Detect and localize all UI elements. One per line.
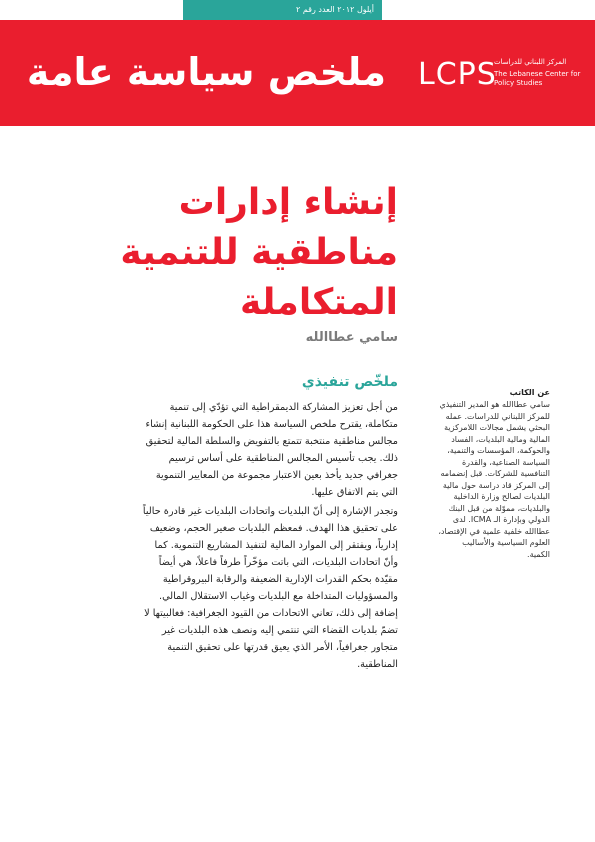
executive-summary-heading: ملخّص تنفيذي bbox=[301, 374, 398, 390]
title-line: إنشاء إدارات bbox=[178, 182, 398, 223]
author-name: سامي عطاالله bbox=[305, 330, 398, 345]
about-author-text: سامي عطاالله هو المدير التنفيذي للمركز اللبناني للدراسات. عمله البحثي يشمل مجالات اللامركزية المالية ومالية البلديات، الفساد والحوكمة، المؤسسات والتنمية، السياسة الصناعية، والقدرة التنافسية للشركات. قبل إنضمامه إلى المركز قاد دراسة حول مالية البلديات لصالح وزارة الداخلية والبلديات، مموّلة من قبل البنك الدولي وبإدارة الـ ICMA. لدى عطاالله خلفية علمية في الإقتصاد، العلوم السياسية والأساليب الكمية. bbox=[438, 400, 550, 559]
title-line: مناطقية للتنمية bbox=[120, 232, 398, 273]
publication-type-title: ملخص سياسة عامة bbox=[26, 50, 386, 94]
logo-arabic-name: المركز اللبناني للدراسات bbox=[494, 58, 567, 66]
summary-paragraph: وتجدر الإشارة إلى أنّ البلديات واتحادات البلديات غير قادرة حالياً على تحقيق هذا الهدف. فمعظم البلديات صغير الحجم، وضعيف إدارياً، ويفتقر إلى الموارد المالية لتنفيذ المشاريع التنموية. كما وأنّ اتحادات البلديات، التي باتت مؤخّراً طرفاً فاعلاً، هي أيضاً مقيّدة بحكم القدرات الإدارية الضعيفة والرقابة البيروقراطية والمسؤوليات المتداخلة مع البلديات وغياب الاستقلال المالي. إضافة إلى ذلك، تعاني الاتحادات من القيود الجغرافية: فغالبيتها لا تضمّ بلديات القضاء التي تنتمي إليه ونصف هذه البلديات غير متجاور جغرافياً، الأمر الذي يعيق قدرتها على تحقيق التنمية المناطقية. bbox=[142, 506, 398, 670]
summary-paragraph: من أجل تعزيز المشاركة الديمقراطية التي تؤدّي إلى تنمية متكاملة، يقترح ملخص السياسة هذا على الحكومة اللبنانية إنشاء مجالس مناطقية منتخبة تتمتع بالتفويض والسلطة المالية لتحقيق ذلك. يجب تأسيس المجالس المناطقية على أساس ترسيم جغرافي جديد يأخذ بعين الاعتبار مجموعة من المعايير التنموية التي يتم الاتفاق عليها. bbox=[145, 402, 398, 498]
executive-summary-body bbox=[140, 399, 398, 673]
issue-date-strip: أيلول ٢٠١٢ العدد رقم ٢ bbox=[183, 0, 382, 20]
lcps-logo: LCPS bbox=[418, 57, 497, 92]
header-banner bbox=[0, 20, 595, 126]
about-author-heading: عن الكاتب bbox=[509, 388, 550, 397]
logo-english-name: The Lebanese Center for Policy Studies bbox=[494, 70, 581, 87]
title-line: المتكاملة bbox=[240, 282, 398, 323]
document-title bbox=[120, 178, 398, 328]
